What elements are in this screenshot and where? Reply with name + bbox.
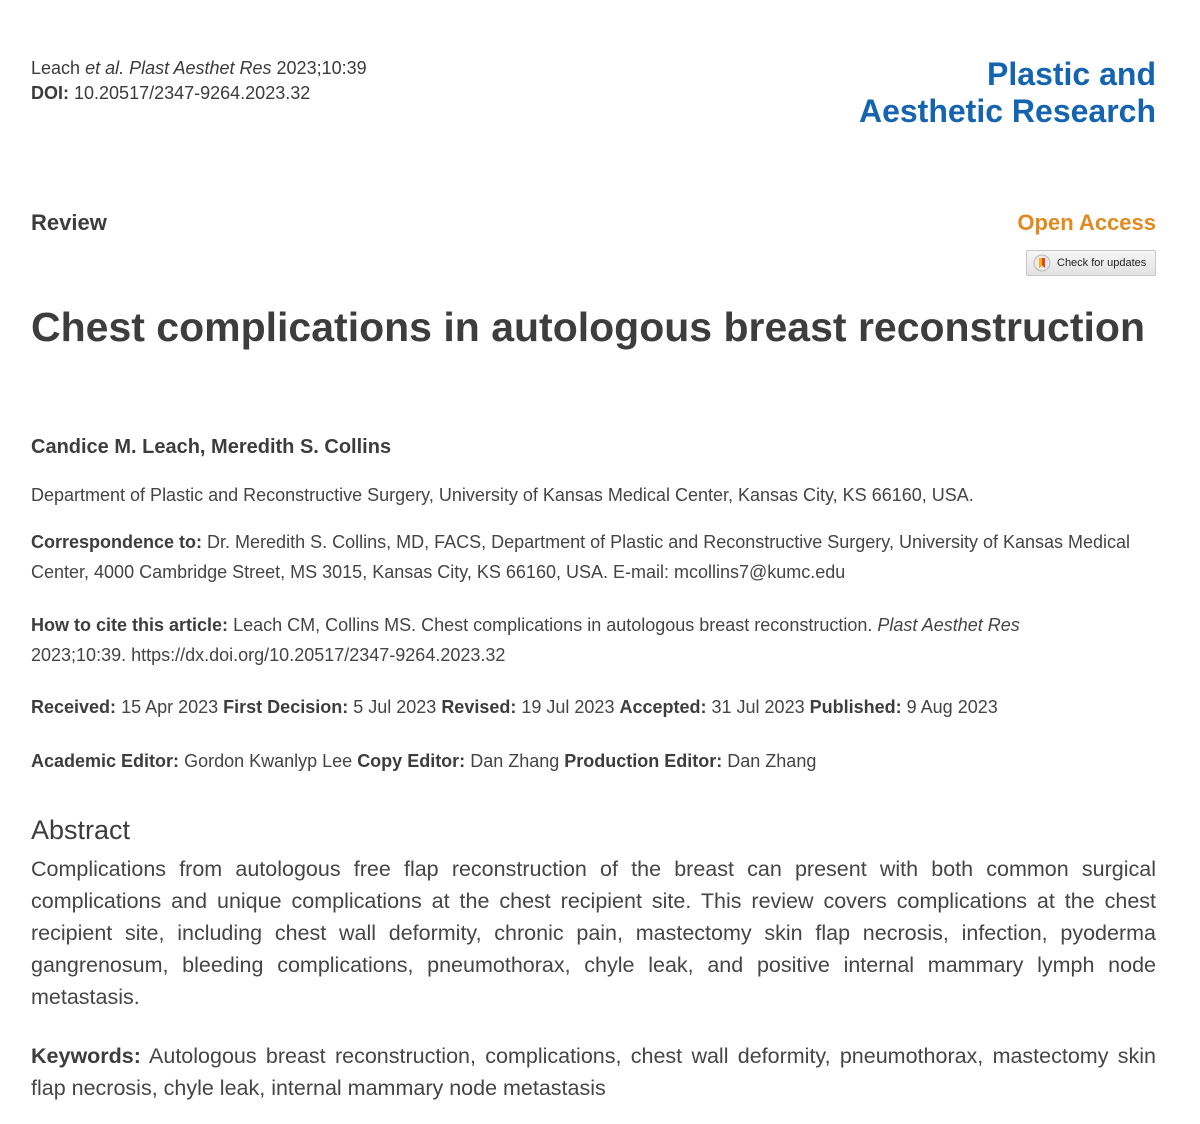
doi-line — [31, 81, 367, 106]
copy-editor-label: Copy Editor: — [357, 751, 466, 771]
cite-etal: et al. — [85, 58, 125, 78]
correspondence-label: Correspondence to: — [31, 532, 203, 552]
received-label: Received: — [31, 697, 117, 717]
abstract-text: Complications from autologous free flap reconstruction of the breast can present with both common surgical complications and unique complications at the chest recipient site. This review covers complications at the chest recipient site, including chest wall deformity, chronic pain, mastectomy skin flap necrosis, infection, pyoderma gangrenosum, bleeding complications, pneumothorax, chyle leak, and positive internal mammary lymph node metastasis. — [31, 857, 1156, 1009]
accepted-date: 31 Jul 2023 — [711, 697, 805, 717]
how-to-cite-journal: Plast Aesthet Res — [877, 615, 1020, 635]
correspondence-text: Dr. Meredith S. Collins, MD, FACS, Department of Plastic and Reconstructive Surgery, University of Kansas Medical Center, 4000 Cambridge Street, MS 3015, Kansas City, KS 66160, USA. E-mail: mcollins7@kumc.edu — [31, 532, 1131, 582]
check-for-updates-button[interactable] — [1026, 250, 1156, 276]
journal-name-line1: Plastic and — [987, 56, 1156, 92]
how-to-cite — [31, 610, 1156, 670]
doi-label: DOI: — [31, 83, 69, 103]
article-title: Chest complications in autologous breast reconstruction — [31, 304, 1145, 350]
citation-header — [31, 56, 367, 106]
keywords-text: Autologous breast reconstruction, complications, chest wall deformity, pneumothorax, mastectomy skin flap necrosis, chyle leak, internal mammary node metastasis — [31, 1044, 1156, 1100]
cite-author: Leach — [31, 58, 81, 78]
how-to-cite-label: How to cite this article: — [31, 615, 229, 635]
revised-label: Revised: — [441, 697, 517, 717]
affiliation: Department of Plastic and Reconstructive Surgery, University of Kansas Medical Center, Kansas City, KS 66160, USA. — [31, 485, 974, 505]
authors: Candice M. Leach, Meredith S. Collins — [31, 436, 392, 458]
how-to-cite-text: Leach CM, Collins MS. Chest complications in autologous breast reconstruction. — [233, 615, 873, 635]
revised-date: 19 Jul 2023 — [521, 697, 615, 717]
production-editor-label: Production Editor: — [564, 751, 723, 771]
journal-logo[interactable] — [859, 56, 1156, 130]
production-editor: Dan Zhang — [727, 751, 817, 771]
copy-editor: Dan Zhang — [470, 751, 560, 771]
academic-editor: Gordon Kwanlyp Lee — [184, 751, 353, 771]
cite-journal: Plast Aesthet Res — [129, 58, 272, 78]
first-decision-date: 5 Jul 2023 — [353, 697, 437, 717]
abstract-heading: Abstract — [31, 815, 131, 845]
cite-year-vol: 2023;10:39 — [276, 58, 367, 78]
check-updates-label: Check for updates — [1057, 257, 1147, 269]
doi-value[interactable]: 10.20517/2347-9264.2023.32 — [74, 83, 311, 103]
citation-line — [31, 56, 367, 81]
editors-line — [31, 746, 1156, 776]
article-type: Review — [31, 210, 107, 235]
open-access-label: Open Access — [1017, 210, 1156, 235]
correspondence — [31, 527, 1156, 587]
first-decision-label: First Decision: — [223, 697, 349, 717]
journal-name-line2: Aesthetic Research — [858, 93, 1156, 129]
keywords — [31, 1040, 1156, 1104]
how-to-cite-tail[interactable]: 2023;10:39. https://dx.doi.org/10.20517/2347-9264.2023.32 — [31, 645, 506, 665]
keywords-label: Keywords: — [31, 1044, 141, 1068]
accepted-label: Accepted: — [619, 697, 707, 717]
academic-editor-label: Academic Editor: — [31, 751, 180, 771]
published-date: 9 Aug 2023 — [906, 697, 998, 717]
received-date: 15 Apr 2023 — [121, 697, 219, 717]
check-updates-icon — [1033, 254, 1051, 272]
dates-line — [31, 692, 1156, 722]
published-label: Published: — [809, 697, 902, 717]
